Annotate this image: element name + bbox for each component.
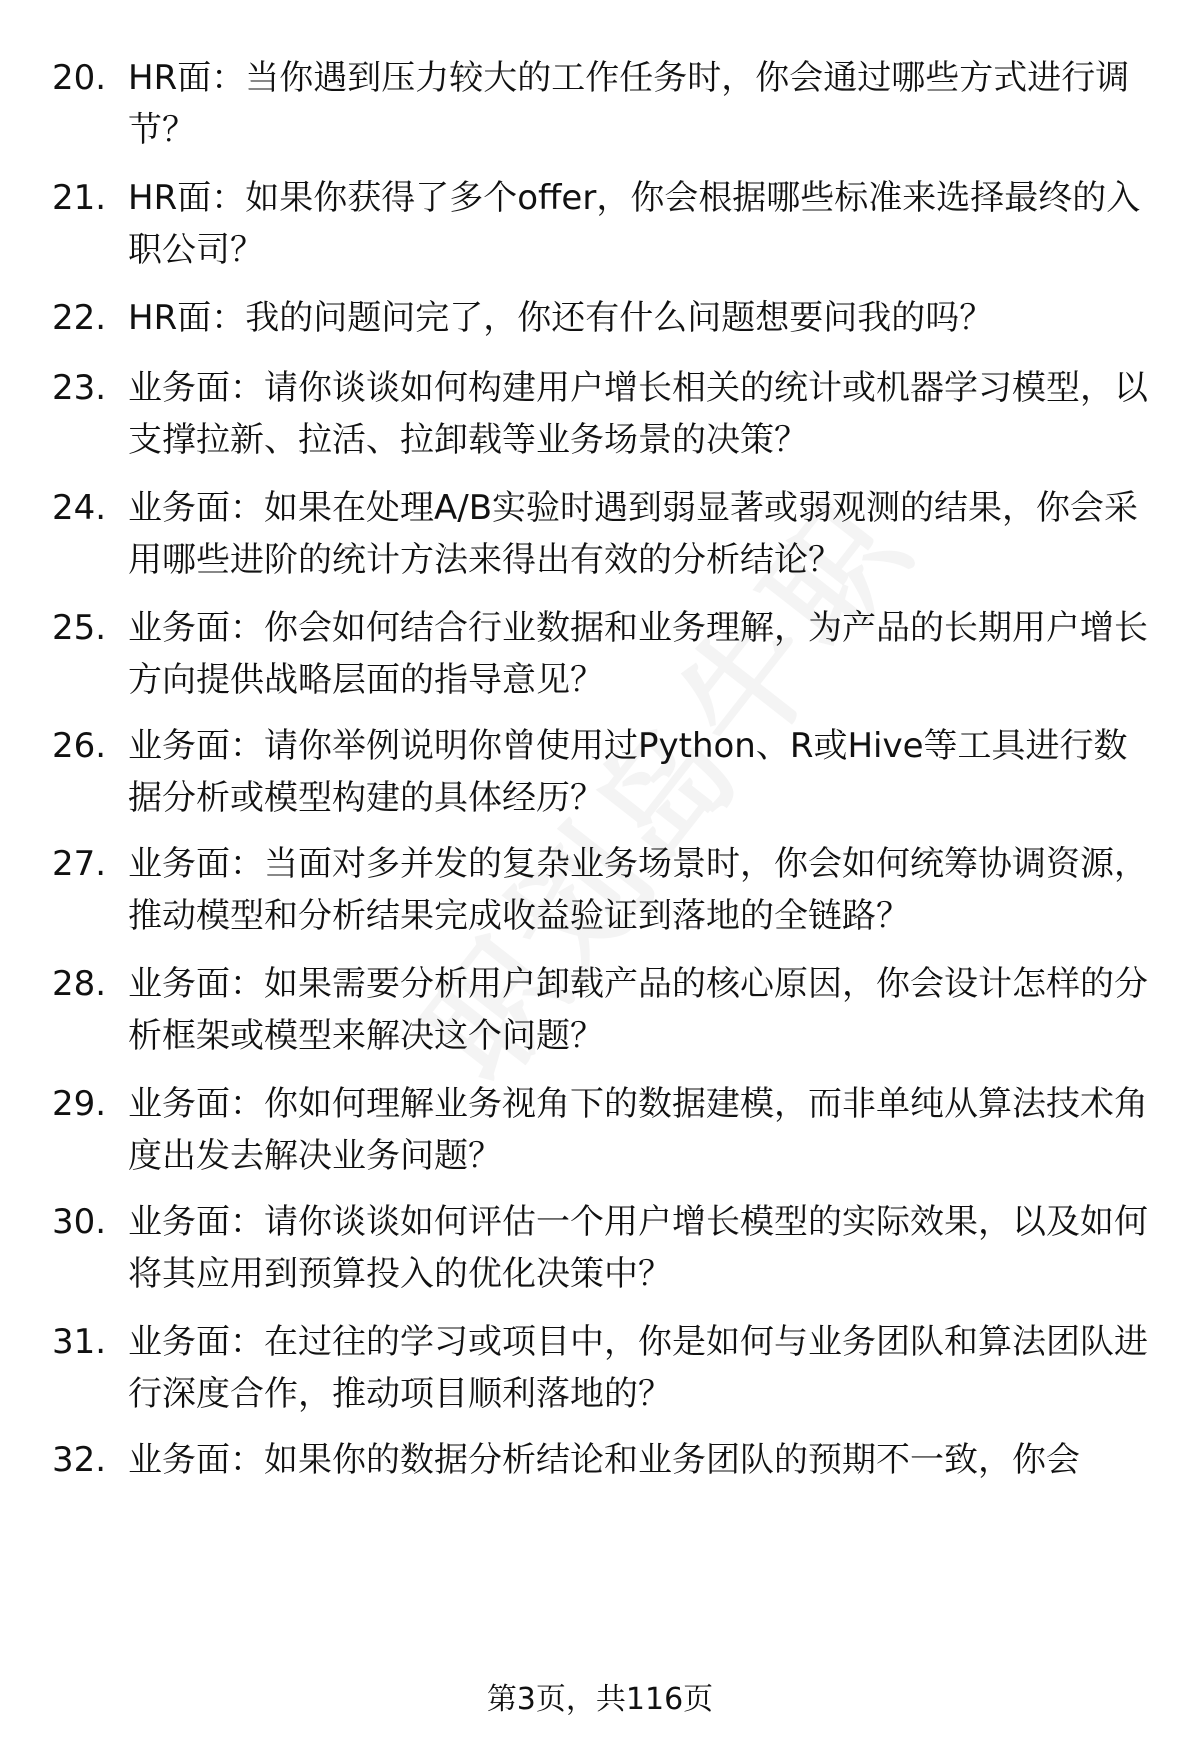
item-text: 业务面：请你谈谈如何构建用户增长相关的统计或机器学习模型，以支撑拉新、拉活、拉卸载等业务场景的决策？ <box>128 368 1148 460</box>
item-number: 25. <box>52 608 107 648</box>
page-footer: 第3页，共116页 <box>486 1682 714 1717</box>
item-text: 业务面：请你谈谈如何评估一个用户增长模型的实际效果，以及如何将其应用到预算投入的优化决策中？ <box>128 1202 1148 1294</box>
item-text: HR面：我的问题问完了，你还有什么问题想要问我的吗？ <box>128 298 994 338</box>
item-number: 31. <box>52 1322 107 1362</box>
item-number: 29. <box>52 1084 107 1124</box>
item-text: 业务面：在过往的学习或项目中，你是如何与业务团队和算法团队进行深度合作，推动项目顺利落地的？ <box>128 1322 1148 1414</box>
item-text: 业务面：当面对多并发的复杂业务场景时，你会如何统筹协调资源，推动模型和分析结果完成收益验证到落地的全链路？ <box>128 844 1148 936</box>
item-number: 30. <box>52 1202 107 1242</box>
item-text: 业务面：如果在处理A/B实验时遇到弱显著或弱观测的结果，你会采用哪些进阶的统计方法来得出有效的分析结论？ <box>128 488 1139 580</box>
item-number: 28. <box>52 964 107 1004</box>
item-text: HR面：当你遇到压力较大的工作任务时，你会通过哪些方式进行调节？ <box>128 58 1130 150</box>
item-text: HR面：如果你获得了多个offer，你会根据哪些标准来选择最终的入职公司？ <box>128 178 1141 270</box>
item-number: 22. <box>52 298 107 338</box>
item-number: 32. <box>52 1440 107 1480</box>
item-text: 业务面：你如何理解业务视角下的数据建模，而非单纯从算法技术角度出发去解决业务问题？ <box>128 1084 1148 1176</box>
item-number: 20. <box>52 58 107 98</box>
item-text: 业务面：如果你的数据分析结论和业务团队的预期不一致，你会 <box>128 1440 1080 1480</box>
item-text: 业务面：请你举例说明你曾使用过Python、R或Hive等工具进行数据分析或模型构建的具体经历？ <box>128 726 1128 818</box>
item-number: 27. <box>52 844 107 884</box>
item-number: 24. <box>52 488 107 528</box>
item-number: 26. <box>52 726 107 766</box>
item-text: 业务面：你会如何结合行业数据和业务理解，为产品的长期用户增长方向提供战略层面的指导意见？ <box>128 608 1148 700</box>
item-number: 21. <box>52 178 107 218</box>
item-text: 业务面：如果需要分析用户卸载产品的核心原因，你会设计怎样的分析框架或模型来解决这个问题？ <box>128 964 1148 1056</box>
item-number: 23. <box>52 368 107 408</box>
